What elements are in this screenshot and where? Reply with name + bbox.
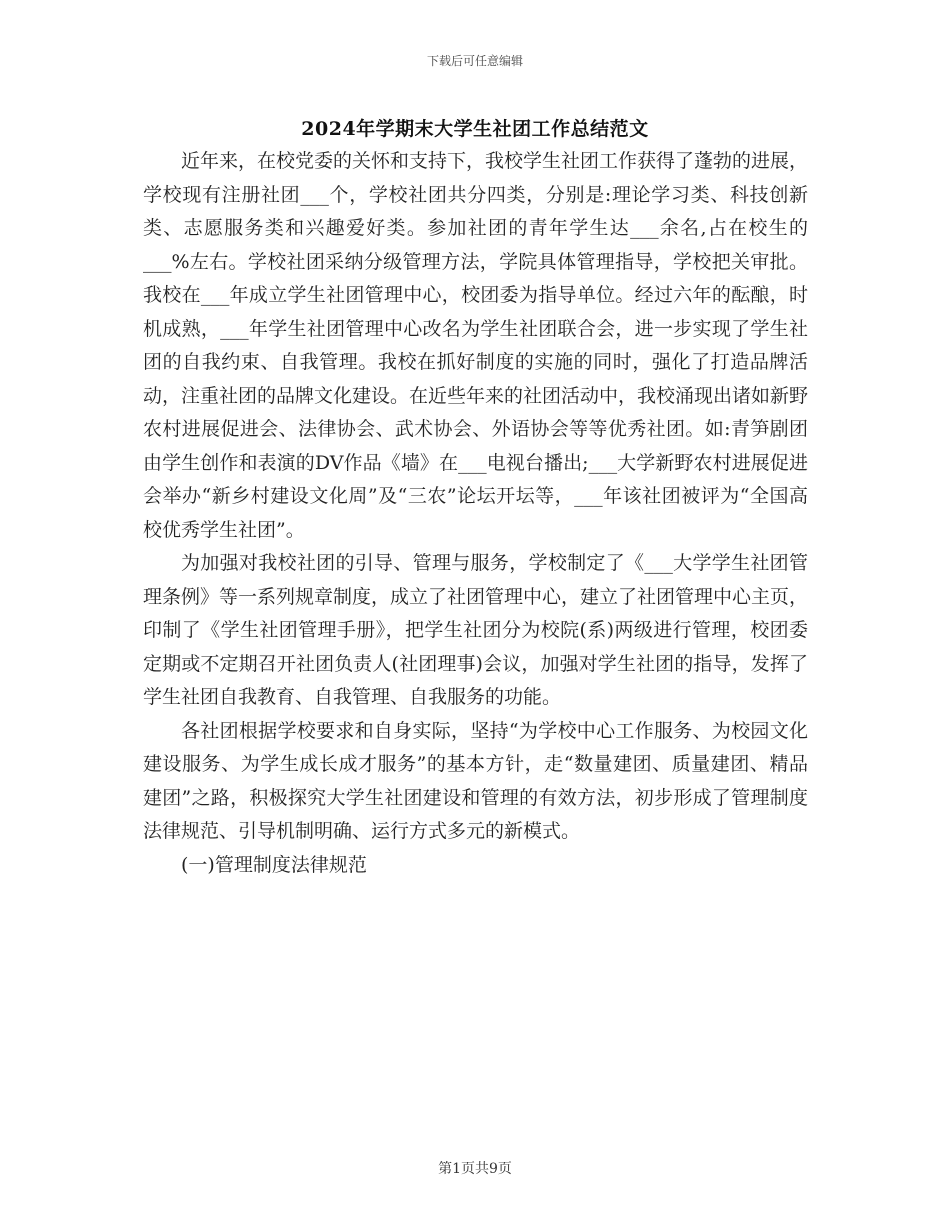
section-heading: (一)管理制度法律规范 <box>181 853 367 876</box>
paragraph: 近年来，在校党委的关怀和支持下，我校学生社团工作获得了蓬勃的进展，学校现有注册社团___个，学校社团共分四类，分别是:理论学习类、科技创新类、志愿服务类和兴趣爱好类。参加社团的青年学生达___余名,占在校生的___%左右。学校社团采纳分级管理方法，学院具体管理指导，学校把关审批。我校在___年成立学生社团管理中心，校团委为指导单位。经过六年的酝酿，时机成熟，___年学生社团管理中心改名为学生社团联合会，进一步实现了学生社团的自我约束、自我管理。我校在抓好制度的实施的同时，强化了打造品牌活动，注重社团的品牌文化建设。在近些年来的社团活动中，我校涌现出诸如新野农村进展促进会、法律协会、武术协会、外语协会等等优秀社团。如:青笋剧团由学生创作和表演的DV作品《墙》在___电视台播出;___大学新野农村进展促进会举办“新乡村建设文化周”及“三农”论坛开坛等，___年该社团被评为“全国高校优秀学生社团”。 <box>143 150 809 541</box>
page-number: 第1页共9页 <box>438 1161 512 1177</box>
paragraph: 为加强对我校社团的引导、管理与服务，学校制定了《___大学学生社团管理条例》等一系列规章制度，成立了社团管理中心，建立了社团管理中心主页，印制了《学生社团管理手册》，把学生社团分为校院(系)两级进行管理，校团委定期或不定期召开社团负责人(社团理事)会议，加强对学生社团的指导，发挥了学生社团自我教育、自我管理、自我服务的功能。 <box>143 552 809 708</box>
document-body <box>143 145 808 882</box>
header-note: 下载后可任意编辑 <box>426 54 523 68</box>
document-title: 2024年学期末大学生社团工作总结范文 <box>301 118 649 140</box>
paragraph: 各社团根据学校要求和自身实际，坚持“为学校中心工作服务、为校园文化建设服务、为学生成长成才服务”的基本方针，走“数量建团、质量建团、精品建团”之路，积极探究大学生社团建设和管理的有效方法，初步形成了管理制度法律规范、引导机制明确、运行方式多元的新模式。 <box>143 719 808 842</box>
